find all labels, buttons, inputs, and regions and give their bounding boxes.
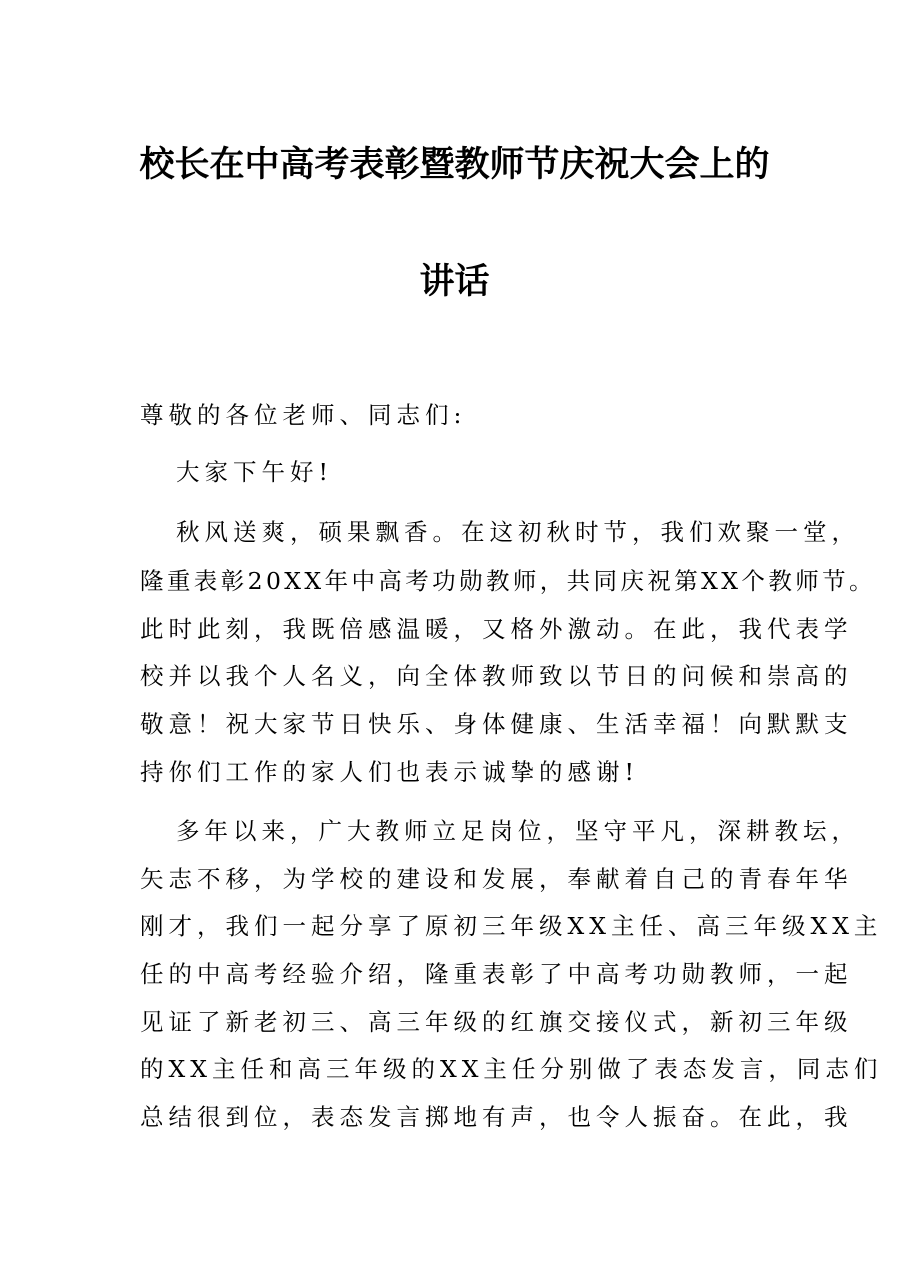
paragraph-line: 敬意！祝大家节日快乐、身体健康、生活幸福！向默默支	[140, 710, 853, 738]
paragraph-line: 矢志不移，为学校的建设和发展，奉献着自己的青春年华	[140, 865, 853, 893]
document-title-line-2: 讲话	[419, 261, 490, 302]
greeting: 大家下午好!	[176, 458, 333, 486]
paragraph-line: 任的中高考经验介绍，隆重表彰了中高考功勋教师，一起	[140, 960, 853, 988]
paragraph-line: 总结很到位，表态发言掷地有声，也令人振奋。在此，我	[140, 1103, 853, 1131]
paragraph-line: 多年以来，广大教师立足岗位，坚守平凡，深耕教坛，	[176, 817, 860, 845]
document-title-line-1: 校长在中高考表彰暨教师节庆祝大会上的	[139, 144, 770, 185]
paragraph-line: 秋风送爽，硕果飘香。在这初秋时节，我们欢聚一堂，	[176, 518, 860, 546]
paragraph-line: 刚才，我们一起分享了原初三年级XX主任、高三年级XX主	[140, 912, 883, 940]
paragraph-line: 的XX主任和高三年级的XX主任分别做了表态发言，同志们	[140, 1055, 883, 1083]
paragraph-line: 校并以我个人名义，向全体教师致以节日的问候和崇高的	[140, 662, 853, 690]
paragraph-line: 持你们工作的家人们也表示诚挚的感谢!	[140, 758, 639, 786]
paragraph-line: 此时此刻，我既倍感温暖，又格外激动。在此，我代表学	[140, 615, 853, 643]
paragraph-line: 见证了新老初三、高三年级的红旗交接仪式，新初三年级	[140, 1008, 853, 1036]
salutation: 尊敬的各位老师、同志们:	[140, 401, 467, 429]
paragraph-line: 隆重表彰20XX年中高考功勋教师，共同庆祝第XX个教师节。	[140, 567, 876, 595]
